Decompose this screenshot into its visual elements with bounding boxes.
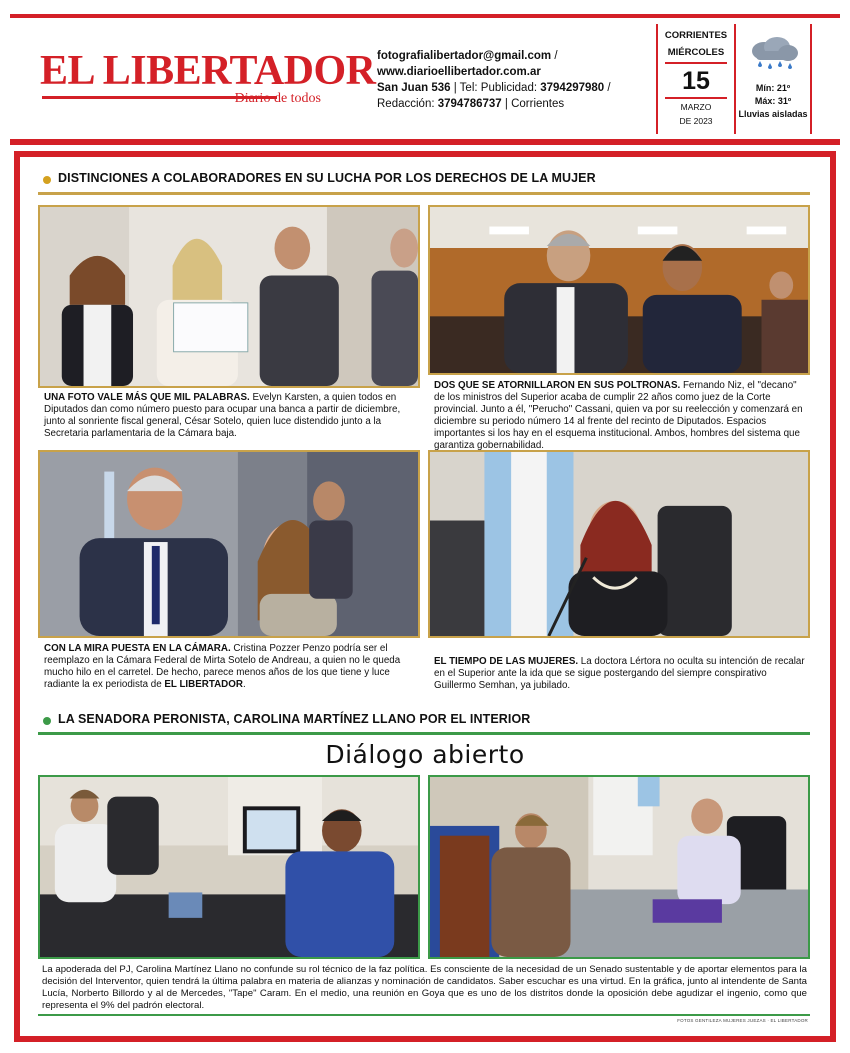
section-title: LA SENADORA PERONISTA, CAROLINA MARTÍNEZ LLANO POR EL INTERIOR	[58, 712, 531, 726]
caption-lead: DOS QUE SE ATORNILLARON EN SUS POLTRONAS.	[434, 380, 681, 391]
caption-text: Fernando Niz, el "decano" de los ministros del Superior acaba de cumplir 22 años como juez de la Corte provincial. Junto a él, "Perucho" Cassani, quien va por su reelección y comenzará en diciembre su periodo número 14 al frente del recinto de Diputados. Espacios importantes si los hay en el esquema institucional. Ambos, hombres del sistema que garantiza gobernabilidad.	[434, 380, 803, 451]
bullet-icon	[43, 717, 51, 725]
caption-text: Cristina Pozzer Penzo podría ser el reemplazo en la Cámara Federal de Mirta Sotelo de Andreau, a quien no le queda mucho hilo en el carretel. De hecho, parece menos años de los que tiene y luce radiante la ex periodista de	[44, 643, 401, 690]
caption-photo-4	[434, 656, 806, 692]
contact-block	[377, 48, 647, 112]
date-month: MARZO	[680, 102, 712, 112]
contact-newsroom-label: Redacción:	[377, 98, 438, 110]
caption-text: Evelyn Karsten, a quien todos en Diputados dan como número puesto para ocupar una banca a partir de diciembre, junto al sonriente fiscal general, César Sotelo, quien luce distendido junto a la Secretaria parlamentaria de la Cámara baja.	[44, 392, 401, 439]
photo-credit: FOTOS GENTILEZA MUJERES JUEZAS · EL LIBERTADOR	[677, 1018, 808, 1023]
caption-lead: UNA FOTO VALE MÁS QUE MIL PALABRAS.	[44, 392, 250, 403]
contact-website[interactable]: www.diarioellibertador.com.ar	[377, 66, 541, 78]
article-body: La apoderada del PJ, Carolina Martínez Llano no confunde su rol técnico de la faz política. Es consciente de la necesidad de un Senado sustentable y de aportar elementos para la decisión del Interventor, quien tendrá la última palabra en materia de alianzas y nominación de candidatos. Saber escuchar es una virtud. En la gráfica, junto al intendente de Santa Lucía, Norberto Billordo y al de Mercedes, "Tape" Caram. En el medio, una reunión en Goya que es uno de los distritos donde la oposición debe agudizar el ingenio, como que representa el 9% del padrón electoral.	[42, 964, 807, 1011]
contact-tel-ads: 3794297980	[540, 82, 605, 94]
date-year: DE 2023	[679, 116, 713, 126]
masthead-subtitle: Diario de todos	[234, 91, 321, 106]
weather-max: Máx: 31º	[754, 96, 792, 106]
contact-tel-newsroom: 3794786737	[437, 98, 502, 110]
caption-tail: .	[242, 679, 246, 690]
photo-meeting-office[interactable]	[38, 775, 420, 959]
masthead-title: EL LIBERTADOR	[40, 48, 376, 94]
contact-tel-sep: /	[604, 82, 611, 94]
section-header	[38, 712, 810, 732]
caption-bold-tail: EL LIBERTADOR	[164, 679, 243, 690]
caption-lead: CON LA MIRA PUESTA EN LA CÁMARA.	[44, 643, 231, 654]
photo-officials-handshake[interactable]	[428, 205, 810, 375]
photo-meeting-goya[interactable]	[428, 775, 810, 959]
top-rule	[10, 14, 840, 18]
contact-email[interactable]: fotografialibertador@gmail.com	[377, 50, 552, 62]
section-rule	[38, 192, 810, 195]
weather-min: Mín: 21º	[755, 83, 791, 93]
caption-text: La doctora Lértora no oculta su intención de recalar en el Superior ante la ida que se sigue postergando del siempre conspirativo Guillermo Semhan, ya jubilado.	[434, 656, 805, 691]
date-weekday: MIÉRCOLES	[667, 47, 725, 58]
section-header	[38, 171, 810, 191]
date-box	[656, 24, 736, 134]
date-city: CORRIENTES	[664, 30, 728, 41]
masthead-logo[interactable]	[40, 48, 376, 110]
date-day-number: 15	[682, 67, 710, 95]
contact-city: | Corrientes	[501, 98, 565, 110]
caption-photo-1	[44, 392, 416, 440]
contact-address: San Juan 536	[377, 82, 451, 94]
caption-photo-2	[434, 380, 806, 452]
photo-award-ceremony[interactable]	[38, 205, 420, 388]
caption-lead: EL TIEMPO DE LAS MUJERES.	[434, 656, 579, 667]
photo-judge-speaking[interactable]	[428, 450, 810, 638]
date-divider	[665, 97, 727, 99]
bullet-icon	[43, 176, 51, 184]
contact-sep: /	[551, 50, 558, 62]
contact-tel-label: | Tel: Publicidad:	[450, 82, 541, 94]
frame-top-rule	[10, 139, 840, 145]
section-rule	[38, 732, 810, 735]
weather-condition: Lluvias aisladas	[738, 109, 808, 119]
bottom-rule	[38, 1014, 810, 1016]
photo-official-and-journalist[interactable]	[38, 450, 420, 638]
caption-photo-3	[44, 643, 416, 691]
section-title: DISTINCIONES A COLABORADORES EN SU LUCHA POR LOS DERECHOS DE LA MUJER	[58, 171, 596, 185]
weather-box	[736, 24, 812, 134]
date-divider	[665, 62, 727, 64]
rain-cloud-icon	[744, 36, 802, 76]
headline: Diálogo abierto	[325, 740, 525, 769]
